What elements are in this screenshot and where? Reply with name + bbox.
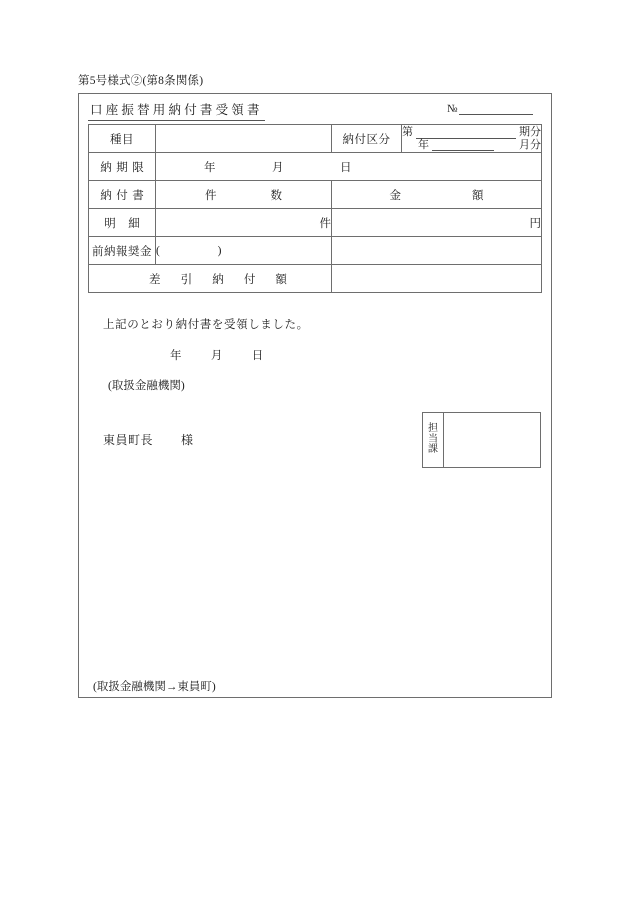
zenno-paren-close: ) bbox=[217, 244, 222, 257]
sashihiki-label-char-2: 引 bbox=[180, 273, 193, 286]
receipt-number-field bbox=[447, 103, 533, 115]
payment-details-table bbox=[88, 124, 542, 293]
zenno-paren-open: ( bbox=[156, 244, 160, 257]
kubun-dai-label: 第 bbox=[402, 126, 413, 139]
sashihiki-label bbox=[89, 265, 332, 293]
meisai-label-char-2: 細 bbox=[128, 217, 140, 230]
kensu-unit: 件 bbox=[319, 217, 331, 230]
receipt-number-label: № bbox=[447, 103, 458, 115]
kubun-getsubun-label: 月分 bbox=[519, 138, 541, 151]
kingaku-unit: 円 bbox=[529, 217, 541, 230]
receipt-date-month-label: 月 bbox=[210, 350, 223, 362]
addressee-honorific: 様 bbox=[181, 433, 194, 447]
kensu-header bbox=[156, 181, 332, 209]
zenno-label: 前納報奨金 bbox=[89, 237, 156, 265]
receipt-date-day-label: 日 bbox=[251, 350, 264, 362]
sashihiki-label-char-4: 付 bbox=[243, 273, 256, 286]
department-stamp-field[interactable] bbox=[444, 413, 540, 467]
receipt-number-input[interactable] bbox=[459, 104, 533, 115]
sashihiki-amount-cell[interactable] bbox=[332, 265, 542, 293]
addressee-name: 東員町長 bbox=[103, 433, 154, 447]
department-stamp-box bbox=[422, 412, 541, 468]
financial-institution-label: (取扱金融機関) bbox=[108, 380, 185, 392]
kingaku-header-char-2: 額 bbox=[472, 189, 484, 202]
kubun-month-row bbox=[402, 139, 541, 151]
nokigen-label-char-3: 限 bbox=[132, 161, 144, 174]
meisai-label-char-1: 明 bbox=[104, 217, 116, 230]
nofusho-label bbox=[89, 181, 156, 209]
department-label bbox=[423, 413, 444, 467]
table-row-shumoku bbox=[89, 125, 542, 153]
kubun-value-cell[interactable] bbox=[402, 125, 542, 153]
kubun-kibun-label: 期分 bbox=[519, 126, 541, 139]
department-label-char-2: 当 bbox=[428, 433, 438, 445]
nokigen-year-label: 年 bbox=[204, 161, 216, 174]
kubun-month-input[interactable] bbox=[432, 139, 494, 151]
kensu-value-cell[interactable] bbox=[156, 209, 332, 237]
kubun-term-input[interactable] bbox=[416, 127, 516, 139]
table-row-sashihiki bbox=[89, 265, 542, 293]
nofusho-label-char-3: 書 bbox=[132, 189, 144, 202]
sashihiki-label-char-3: 納 bbox=[212, 273, 224, 286]
kensu-header-char-1: 件 bbox=[205, 189, 217, 202]
routing-note: (取扱金融機関→東員町) bbox=[93, 681, 216, 693]
page-title: 口座振替用納付書受領書 bbox=[88, 100, 265, 121]
table-row-nofusho-header bbox=[89, 181, 542, 209]
table-row-zenno bbox=[89, 237, 542, 265]
nofusho-label-char-1: 納 bbox=[100, 189, 112, 202]
nokigen-day-label: 日 bbox=[340, 161, 352, 174]
sashihiki-label-char-1: 差 bbox=[149, 273, 161, 286]
zenno-amount-cell[interactable] bbox=[332, 237, 542, 265]
kingaku-header-char-1: 金 bbox=[389, 189, 401, 202]
receipt-statement: 上記のとおり納付書を受領しました。 bbox=[103, 319, 309, 331]
kubun-label: 納付区分 bbox=[332, 125, 402, 153]
shumoku-label: 種目 bbox=[89, 125, 156, 153]
nokigen-label-char-2: 期 bbox=[116, 161, 128, 174]
kubun-nen-label: 年 bbox=[418, 138, 429, 151]
meisai-label bbox=[89, 209, 156, 237]
nokigen-label-char-1: 納 bbox=[100, 161, 112, 174]
kensu-header-char-2: 数 bbox=[270, 189, 282, 202]
table-row-nokigen bbox=[89, 153, 542, 181]
department-label-char-1: 担 bbox=[428, 423, 438, 435]
nokigen-label bbox=[89, 153, 156, 181]
kubun-term-row bbox=[402, 126, 541, 138]
kingaku-header bbox=[332, 181, 542, 209]
shumoku-value-cell[interactable] bbox=[156, 125, 332, 153]
nokigen-month-label: 月 bbox=[272, 161, 284, 174]
receipt-date-line[interactable] bbox=[170, 347, 263, 363]
sashihiki-label-char-5: 額 bbox=[275, 273, 287, 286]
nokigen-value-cell[interactable] bbox=[156, 153, 542, 181]
department-label-char-3: 課 bbox=[428, 444, 438, 456]
addressee bbox=[103, 431, 193, 448]
form-number: 第5号様式②(第8条関係) bbox=[78, 75, 204, 87]
kingaku-value-cell[interactable] bbox=[332, 209, 542, 237]
table-row-meisai-values bbox=[89, 209, 542, 237]
nofusho-label-char-2: 付 bbox=[116, 189, 128, 202]
receipt-date-year-label: 年 bbox=[170, 350, 182, 362]
zenno-rate-cell[interactable] bbox=[156, 237, 332, 265]
